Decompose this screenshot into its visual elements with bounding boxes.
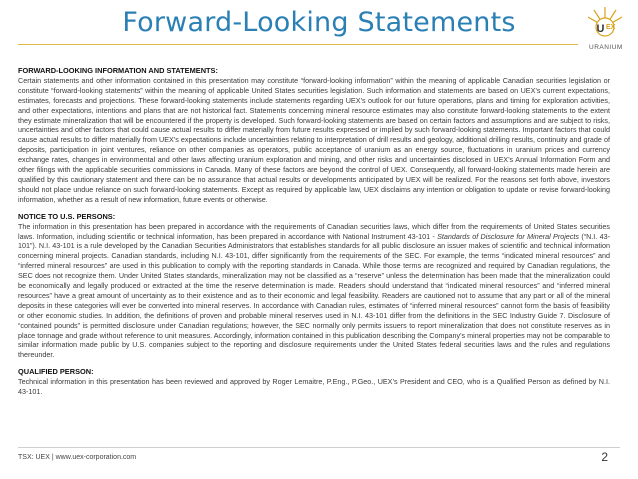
title-underline <box>18 44 578 45</box>
footer-contact: TSX: UEX | www.uex-corporation.com <box>18 454 137 461</box>
section-heading: NOTICE TO U.S. PERSONS: <box>18 211 116 221</box>
instrument-title: Standards of Disclosure for Mineral Projects <box>437 231 579 241</box>
section-heading: FORWARD-LOOKING INFORMATION AND STATEMENTS: <box>18 66 218 75</box>
svg-text:EX: EX <box>606 24 616 31</box>
page-number: 2 <box>601 450 608 464</box>
section-heading: QUALIFIED PERSON: <box>18 367 94 377</box>
section-notice-us-persons <box>18 212 610 361</box>
paragraph-text: The information in this presentation has been prepared in accordance with the requirements of Canadian securities laws, which differ from the requirements of United States securities laws. Information, including scientific or technical information, has been prepared in accordance with National Instrument 43-101 - <box>18 221 610 241</box>
svg-text:U: U <box>596 23 605 35</box>
footer-divider <box>18 447 620 448</box>
page-title: Forward-Looking Statements <box>122 7 516 38</box>
document-body <box>18 66 610 404</box>
uex-uranium-logo <box>585 5 625 55</box>
section-paragraph: Technical information in this presentation has been reviewed and approved by Roger Lemaitre, P.Eng., P.Geo., UEX’s President and CEO, who is a Qualified Person as defined by N.I. 43-101. <box>18 377 610 397</box>
svg-text:URANIUM: URANIUM <box>589 44 623 51</box>
section-qualified-person <box>18 367 610 397</box>
section-paragraph <box>18 222 610 361</box>
section-paragraph: Certain statements and other information contained in this presentation may constitute “forward-looking information” within the meaning of applicable Canadian securities legislation or constitute “forward-looking statements” within the meaning of applicable United States securities legislation. Such information and statements are based on UEX’s current expectations, estimates, forecasts and projections. These forward-looking statements include statements regarding UEX’s outlook for our future operations, plans and timing for exploration activities, and other expectations, intentions and plans that are not historical fact. Statements concerning mineral resource estimates may also constitute forward-looking statements to the extent they estimate mineralization that will be encountered if the property is developed. Such forward-looking statements are based on certain factors and assumptions and are subject to risks, uncertainties and other factors that could cause actual results to differ materially from future results expressed or implied by such forward-looking statements. Important factors that could cause actual results to differ materially from UEX’s expectations include uncertainties relating to interpretation of drill results and geology, additional drilling results, continuity and grade of deposits, participation in joint ventures, reliance on other companies as operators, public acceptance of uranium as an energy source, fluctuations in uranium prices and currency exchange rates, changes in environmental and other laws affecting uranium exploration and mining, and other risks and uncertainties disclosed in UEX’s Annual Information Form and other filings with the applicable securities commissions in Canada. Many of these factors are beyond the control of UEX. Consequently, all forward-looking statements made herein are qualified by this cautionary statement and there can be no assurance that actual results or developments anticipated by UEX will be realized. For the reasons set forth above, investors should not place undue reliance on such forward-looking statements. Except as required by applicable law, UEX disclaims any intention or obligation to update or revise forward-looking information, whether as a result of new information, future events or otherwise. <box>18 75 610 204</box>
paragraph-text: (“N.I. 43-101”). N.I. 43-101 is a rule developed by the Canadian Securities Administrators that establishes standards for all public disclosure an issuer makes of scientific and technical information concerning mineral projects. Canadian standards, including N.I. 43-101, differ significantly from the requirements of the SEC. For example, the terms “indicated mineral resources” and “inferred mineral resources” are used in this publication to comply with the reporting standards in Canada. While those terms are recognized and required by Canadian regulations, the SEC does not recognize them. Under United States standards, mineralization may not be classified as a “reserve” unless the determination has been made that the mineralization could be economically and legally produced or extracted at the time the reserve determination is made. Readers should understand that “indicated mineral resources” and “inferred mineral resources” have a great amount of uncertainty as to their existence and as to their economic and legal feasibility. Readers are cautioned not to assume that any part or all of the mineral deposits in these categories will ever be converted into mineral reserves. In accordance with Canadian rules, estimates of “inferred mineral resources” cannot form the basis of feasibility or other economic studies. In addition, the definitions of proven and probable mineral reserves used in N.I. 43-101 differ from the definitions in the SEC Industry Guide 7. Disclosure of “contained pounds” is permitted disclosure under Canadian regulations; however, the SEC normally only permits issuers to report mineralization that does not constitute reserves as in place tonnage and grade without reference to unit measures. Accordingly, information contained in this publication describing the Company’s mineral properties may not be comparable to similar information made public by U.S. companies subject to the reporting and disclosure requirements under the United States federal securities laws and the rules and regulations thereunder. <box>18 231 611 360</box>
section-forward-looking <box>18 66 610 205</box>
